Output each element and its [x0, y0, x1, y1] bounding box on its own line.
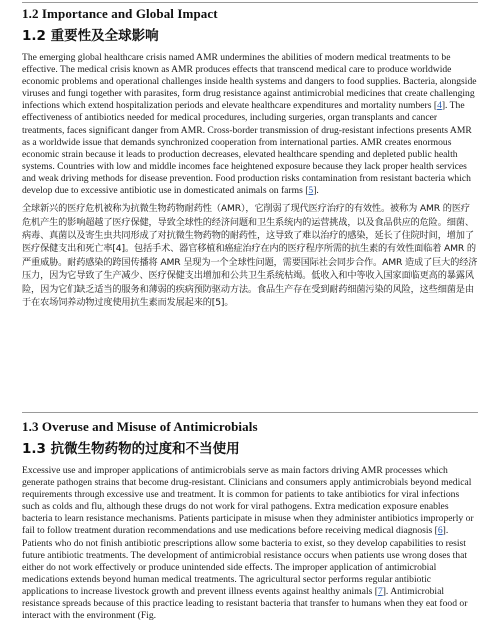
paragraph-text: The emerging global healthcare crisis named AMR undermines the abilities of modern medical treatments to be effective. The medical crisis known as AMR produces effects that transcend medical care to produce worldwide economic problems and operational challenges inside health systems and dangers to food supplies. Bacteria, alongside viruses and fungi together with parasites, form drug resistance against antimicrobial medicines that create challenging infections which extend hospitalization periods and elevate healthcare expenditures and mortality numbers [ — [22, 52, 477, 112]
section-1-3-heading-en: 1.3 Overuse and Misuse of Antimicrobials — [22, 419, 258, 434]
section-1-3-paragraph-en — [22, 465, 478, 622]
paragraph-text: ]. Patients who do not finish antibiotic prescriptions allow some bacteria to exist, so they develop capabilities to resist future antibiotic treatments. The development of antimicrobial resistance occurs when patients use wrong doses that either do not work effectively or produce unintended side effects. The improper application of antimicrobial medications extends beyond human medical treatments. The agricultural sector performs regular antibiotic applications to increase livestock growth and prevent illness events against healthy animals [ — [22, 525, 467, 597]
citation-link-7[interactable]: 7 — [377, 585, 383, 597]
citation-link-4[interactable]: 4 — [437, 100, 442, 112]
section-1-3-heading-zh: 1.3 抗微生物药物的过度和不当使用 — [22, 441, 240, 457]
top-divider — [22, 2, 478, 3]
section-divider — [22, 412, 478, 413]
section-1-3 — [22, 418, 478, 622]
section-1-2-heading-en: 1.2 Importance and Global Impact — [22, 6, 218, 21]
section-1-2 — [22, 5, 478, 309]
paragraph-text: ]. The effectiveness of antibiotics needed for medical procedures, including surgeries, organ transplants and cancer treatments, faces significant danger from AMR. Cross-border transmission of drug-resistant infections presents AMR as a worldwide issue that demands synchronized cooperation from international parties. AMR creates enormous economic strain because it leads to production decreases, elevated healthcare spending and depleted public health systems. Countries with low and middle incomes face heightened exposure because they lack proper health services and weak driving methods for disease prevention. Food production risks contamination from resistant bacteria which develop due to excessive antibiotic use in domesticated animals on farms [ — [22, 100, 472, 197]
citation-link-6[interactable]: 6 — [437, 525, 443, 537]
citation-link-5[interactable]: 5 — [308, 185, 314, 197]
section-1-2-heading-zh: 1.2 重要性及全球影响 — [22, 28, 159, 44]
paragraph-text: Excessive use and improper applications of antimicrobials serve as main factors driving AMR processes which generate pathogen strains that become drug-resistant. Clinicians and consumers apply antimicrobials beyond medical requirements through excessive use and treatment. It is common for patients to take antibiotics for viral infections such as colds and flu, although these drugs do not work for viral pathogens. Extra medication exposure enables bacteria to learn resistance mechanisms. Patients participate in misuse when they administer antibiotics improperly or fail to follow treatment duration recommendations and use medications before receiving medical diagnosis [ — [22, 465, 474, 537]
paragraph-text: ]. — [313, 185, 319, 197]
section-1-2-paragraph-en — [22, 52, 478, 197]
paragraph-text: ]. Antimicrobial resistance spreads because of this practice leading to resistant bacteria that transfer to humans when they eat food or interact with the environment (Fig. — [22, 585, 468, 622]
section-1-2-paragraph-zh: 全球新兴的医疗危机被称为抗微生物药物耐药性（AMR），它削弱了现代医疗治疗的有效性。被称为 AMR 的医疗危机产生的影响超越了医疗保健，导致全球性的经济问题和卫生系统内的运营挑战，以及食品供应的危险。细菌、病毒、真菌以及寄生虫共同形成了对抗微生物药物的耐药性，这导致了难以治疗的感染，延长了住院时间，增加了医疗保健支出和死亡率[4]。包括手术、器官移植和癌症治疗在内的医疗程序所需的抗生素的有效性面临着 AMR 的严重威胁。耐药感染的跨国传播将 AMR 呈现为一个全球性问题，需要国际社会同步合作。AMR 造成了巨大的经济压力，因为它导致了生产减少、医疗保健支出增加和公共卫生系统枯竭。低收入和中等收入国家面临更高的暴露风险，因为它们缺乏适当的服务和薄弱的疾病预防驱动方法。食品生产存在受到耐药细菌污染的风险，这些细菌是由于在农场饲养动物过度使用抗生素而发展起来的[5]。 — [22, 203, 478, 308]
